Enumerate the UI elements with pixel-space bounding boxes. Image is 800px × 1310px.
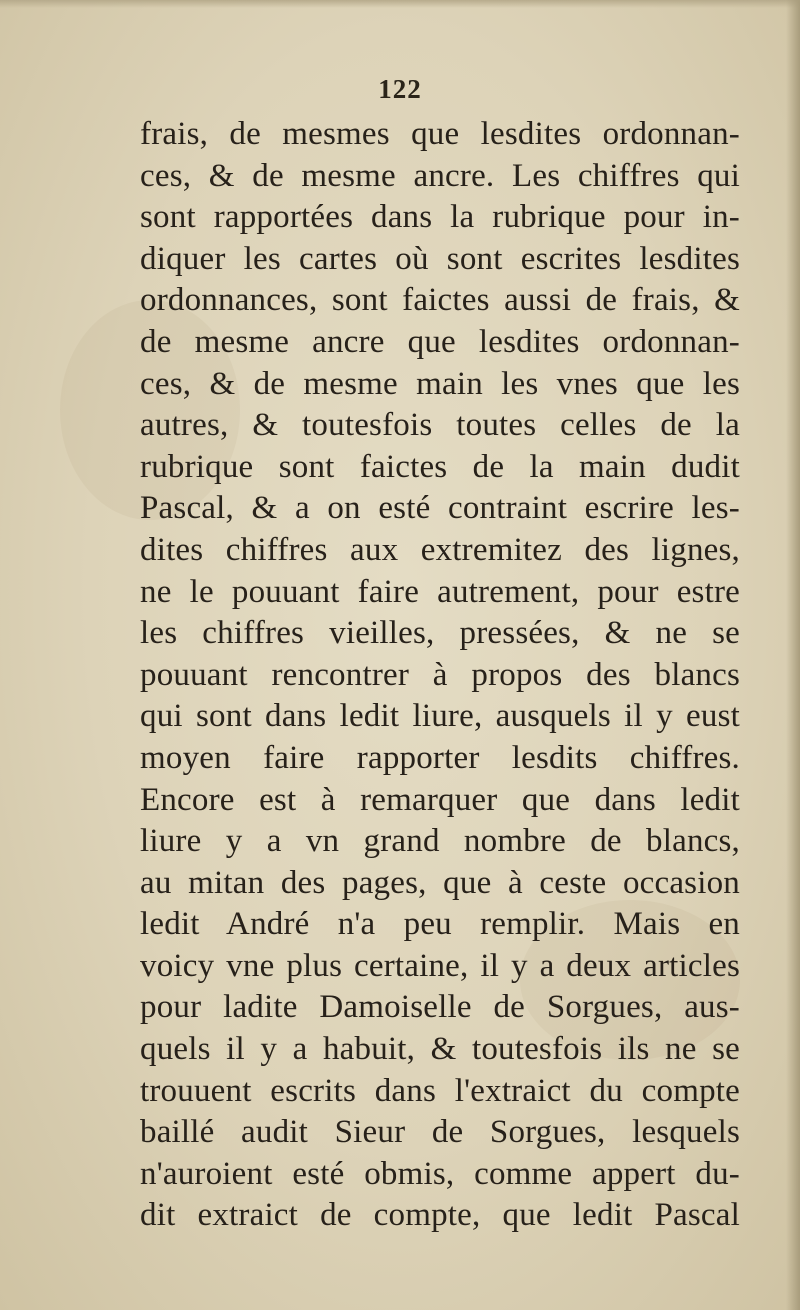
text-line: pouuant rencontrer à propos des blancs [140, 656, 740, 693]
text-line: dites chiffres aux extremitez des lignes, [140, 531, 740, 568]
text-line: diquer les cartes où sont escrites lesdites [140, 240, 740, 277]
text-line: n'auroient esté obmis, comme appert du- [140, 1155, 740, 1192]
text-line: ces, & de mesme main les vnes que les [140, 365, 740, 402]
page-number: 122 [378, 74, 422, 104]
text-line: autres, & toutesfois toutes celles de la [140, 407, 740, 444]
body-text [140, 114, 740, 1237]
text-line: ordonnances, sont faictes aussi de frais, & [140, 282, 740, 319]
text-line: ne le pouuant faire autrement, pour estre [140, 573, 740, 610]
text-line: dit extraict de compte, que ledit Pascal [140, 1197, 740, 1234]
text-line: frais, de mesmes que lesdites ordonnan- [140, 116, 740, 152]
text-line: ledit André n'a peu remplir. Mais en [140, 906, 740, 943]
page-gutter-shadow [786, 0, 800, 1310]
page-top-edge [0, 0, 800, 8]
text-line: les chiffres vieilles, pressées, & ne se [140, 615, 740, 652]
text-line: liure y a vn grand nombre de blancs, [140, 823, 740, 860]
text-line: quels il y a habuit, & toutesfois ils ne se [140, 1031, 740, 1068]
text-line: voicy vne plus certaine, il y a deux articles [140, 947, 740, 984]
text-line: pour ladite Damoiselle de Sorgues, aus- [140, 989, 740, 1026]
text-line: moyen faire rapporter lesdits chiffres. [140, 739, 740, 776]
text-line: trouuent escrits dans l'extraict du compte [140, 1072, 740, 1109]
text-line: baillé audit Sieur de Sorgues, lesquels [140, 1114, 740, 1151]
text-line: au mitan des pages, que à ceste occasion [140, 864, 740, 901]
text-line: de mesme ancre que lesdites ordonnan- [140, 323, 740, 360]
text-line: sont rapportées dans la rubrique pour in- [140, 199, 740, 236]
text-line: rubrique sont faictes de la main dudit [140, 448, 740, 485]
text-line: Pascal, & a on esté contraint escrire les- [140, 490, 740, 527]
text-line: Encore est à remarquer que dans ledit [140, 781, 740, 818]
text-line: qui sont dans ledit liure, ausquels il y eust [140, 698, 740, 735]
text-line: ces, & de mesme ancre. Les chiffres qui [140, 157, 740, 194]
